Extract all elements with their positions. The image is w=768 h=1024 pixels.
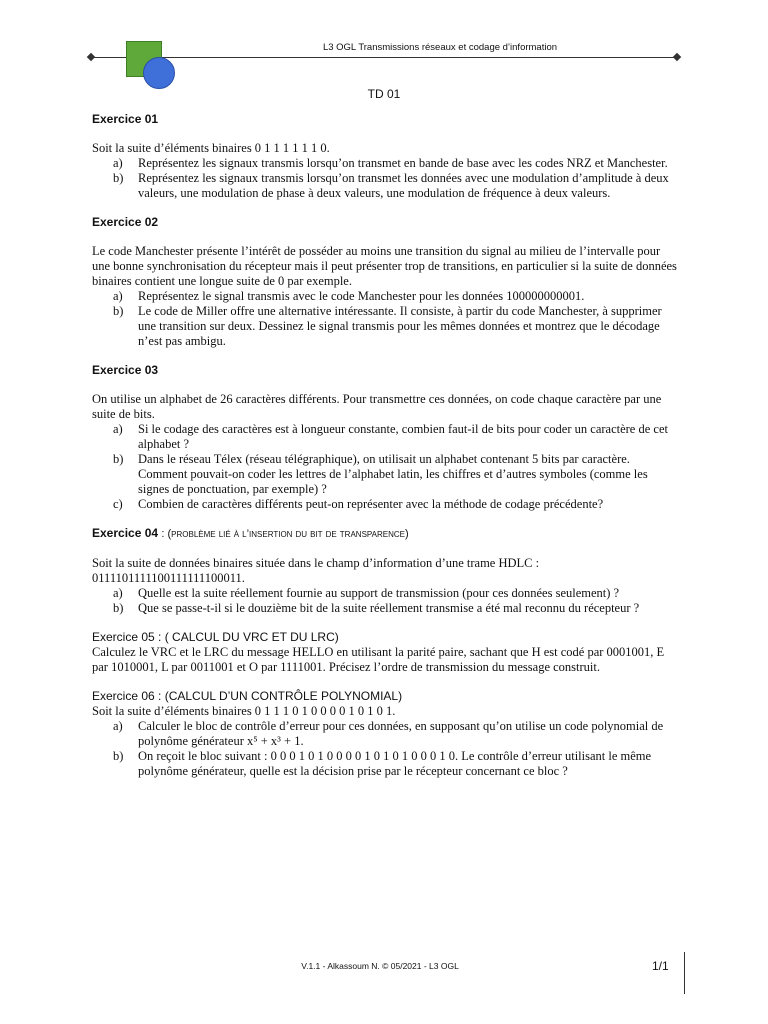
list-item: b) Que se passe-t-il si le douzième bit de la suite réellement transmise a été mal reconnu du récepteur ? <box>113 601 640 615</box>
exercise-04-intro: Soit la suite de données binaires située dans le champ d’information d’une trame HDLC : 0111101111100111111100011. <box>92 556 540 585</box>
list-item: a) Si le codage des caractères est à longueur constante, combien faut-il de bits pour coder un caractère de cet alphabet ? <box>113 422 668 451</box>
header-rule-left-diamond-icon <box>87 53 95 61</box>
exercise-06-title: Exercice 06 : (CALCUL D’UN CONTRÔLE POLYNOMIAL) <box>92 689 403 703</box>
list-item: a) Quelle est la suite réellement fournie au support de transmission (pour ces données seulement) ? <box>113 586 620 600</box>
page-number: 1/1 <box>652 959 669 973</box>
exercise-05-subtitle: 05 : ( CALCUL DU VRC ET DU LRC) <box>141 630 339 644</box>
logo-circle-icon <box>143 57 175 89</box>
footer-rule <box>684 952 685 994</box>
list-item: b) On reçoit le bloc suivant : 0 0 0 1 0 1 0 0 0 0 1 0 1 0 1 0 0 0 1 0. Le contrôle d’erreur utilisant le même polynôme générateur, quelle est la décision prise par le récepteur concernant ce bloc ? <box>113 749 652 778</box>
list-item: b) Dans le réseau Télex (réseau télégraphique), on utilisait un alphabet contenant 5 bits par caractère. Comment pouvait-on coder les lettres de l’alphabet latin, les chiffres et d’autres symboles (comme les signes de ponctuation, par exemple) ? <box>113 452 648 496</box>
exercise-04-subtitle: : (problème lié à l’insertion du bit de transparence) <box>161 528 409 540</box>
header-rule <box>92 57 676 58</box>
list-item: a) Représentez le signal transmis avec le code Manchester pour les données 100000000001. <box>113 289 585 303</box>
exercise-05-intro: Calculez le VRC et le LRC du message HELLO en utilisant la parité paire, sachant que H est codé par 0001001, E par 1010001, L par 0011001 et O par 1111001. Précisez l’ordre de transmission du message construit. <box>92 645 665 674</box>
exercise-02-questions <box>92 289 680 349</box>
exercise-03-questions <box>92 422 680 512</box>
list-item: a) Calculer le bloc de contrôle d’erreur pour ces données, en supposant qu’on utilise un code polynomial de polynôme générateur x⁵ + x³ + 1. <box>113 719 664 748</box>
list-item: b) Représentez les signaux transmis lorsqu’on transmet les données avec une modulation d’amplitude à deux valeurs, une modulation de phase à deux valeurs, une modulation de fréquence à deux valeurs. <box>113 171 669 200</box>
list-item: b) Le code de Miller offre une alternative intéressante. Il consiste, à partir du code Manchester, à supprimer une transition sur deux. Dessinez le signal transmis pour les mêmes données et montrez que le décodage n’est pas ambigu. <box>113 304 662 348</box>
exercise-04-title: Exercice 04 : (problème lié à l’insertion du bit de transparence) <box>92 526 409 540</box>
document-title: TD 01 <box>367 87 401 101</box>
exercise-03-title: Exercice 03 <box>92 363 159 377</box>
exercise-01-intro: Soit la suite d’éléments binaires 0 1 1 1 1 1 1 0. <box>92 141 330 155</box>
exercise-04-questions <box>92 586 680 616</box>
exercise-06-questions <box>92 719 680 779</box>
list-item: c) Combien de caractères différents peut-on représenter avec la méthode de codage précédente? <box>113 497 604 511</box>
exercise-03-intro: On utilise un alphabet de 26 caractères différents. Pour transmettre ces données, on code chaque caractère par une suite de bits. <box>92 392 662 421</box>
exercise-01-questions <box>92 156 680 201</box>
header-rule-right-diamond-icon <box>673 53 681 61</box>
exercise-02-intro: Le code Manchester présente l’intérêt de posséder au moins une transition du signal au milieu de l’intervalle pour une bonne synchronisation du récepteur mais il peut présenter trop de transitions, en particulier si la suite de données binaires contient une longue suite de 0 par exemple. <box>92 244 677 288</box>
exercise-06-subtitle: 06 : (CALCUL D’UN CONTRÔLE POLYNOMIAL) <box>141 689 403 703</box>
footer-text: V.1.1 - Alkassoum N. © 05/2021 - L3 OGL <box>301 961 459 971</box>
exercise-02-title: Exercice 02 <box>92 215 159 229</box>
exercise-06-intro: Soit la suite d’éléments binaires 0 1 1 1 0 1 0 0 0 0 1 0 1 0 1. <box>92 704 396 718</box>
header-title: L3 OGL Transmissions réseaux et codage d’information <box>322 42 558 53</box>
exercise-01-title: Exercice 01 <box>92 112 159 126</box>
document-body <box>92 112 680 779</box>
exercise-05-title: Exercice 05 : ( CALCUL DU VRC ET DU LRC) <box>92 630 339 644</box>
list-item: a) Représentez les signaux transmis lorsqu’on transmet en bande de base avec les codes NRZ et Manchester. <box>113 156 668 170</box>
